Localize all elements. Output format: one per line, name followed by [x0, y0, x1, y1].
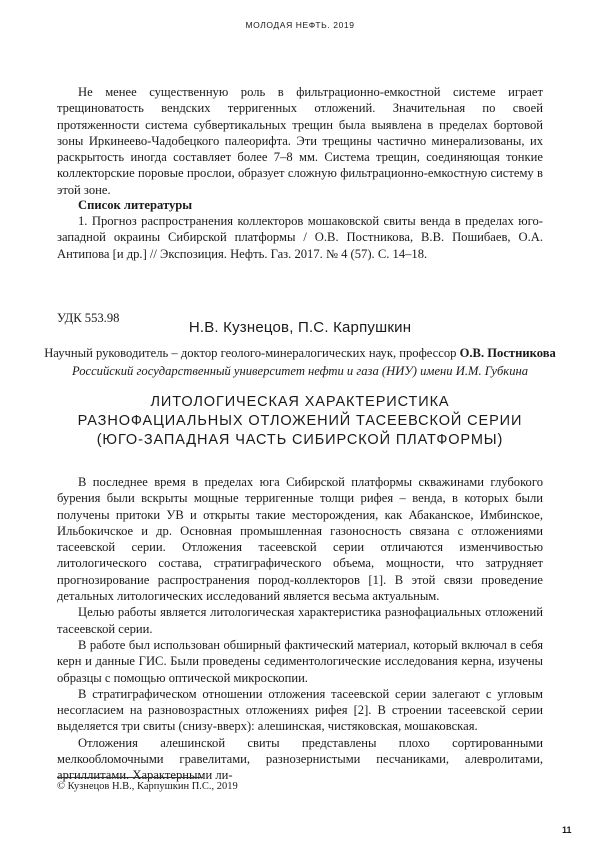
scientific-supervisor	[0, 345, 600, 361]
reference-item	[57, 213, 543, 262]
article-authors: Н.В. Кузнецов, П.С. Карпушкин	[188, 319, 412, 336]
udk-code: УДК 553.98	[57, 311, 120, 325]
body-paragraph-text: В последнее время в пределах юга Сибирской платформы скважинами глубокого бурения были вскрыты мощные терригенные толщи рифея – венда, в которых были получены притоки УВ и открыты такие месторождения, как Абаканское, Имбинское, Ильбокичское и др. Основная промышленная газоносность связана с отложениями тасеевской серии. Отложения тасеевской серии отличаются изменчивостью литологического состава, стратиграфического объема, мощности, что затрудняет прогнозирование распространения пород-коллекторов [1]. В этой связи проведение детальных литологических исследований является весьма актуальным.	[57, 475, 543, 604]
copyright-footnote: © Кузнецов Н.В., Карпушкин П.С., 2019	[57, 781, 238, 792]
body-paragraph-text: Отложения алешинской свиты представлены плохо сортированными мелкообломочными гравелитами, разнозернистыми песчаниками, алевролитами, аргиллитами. Характерными ли-	[57, 735, 543, 783]
article-title-line: ЛИТОЛОГИЧЕСКАЯ ХАРАКТЕРИСТИКА	[150, 394, 450, 410]
body-paragraph	[57, 686, 543, 735]
university-affiliation: Российский государственный университет нефти и газа (НИУ) имени И.М. Губкина	[71, 364, 529, 378]
supervisor-prefix: Научный руководитель – доктор геолого-минералогических наук, профессор	[44, 346, 460, 360]
reference-text: 1. Прогноз распространения коллекторов мошаковской свиты венда в пределах юго-западной окраины Сибирской платформы / О.В. Постникова, В.В. Пошибаев, О.А. Антипова [и др.] // Экспозиция. Нефть. Газ. 2017. № 4 (57). С. 14–18.	[57, 214, 543, 261]
footnote-divider	[57, 777, 203, 778]
article-title	[0, 393, 600, 450]
article-body	[57, 474, 543, 784]
body-paragraph-text: Целью работы является литологическая характеристика разнофациальных отложений тасеевской серии.	[57, 605, 543, 636]
article-title-line: РАЗНОФАЦИАЛЬНЫХ ОТЛОЖЕНИЙ ТАСЕЕВСКОЙ СЕРИИ	[77, 413, 523, 429]
previous-article-paragraph	[57, 84, 543, 198]
running-header: МОЛОДАЯ НЕФТЬ. 2019	[245, 20, 355, 30]
supervisor-name: О.В. Постникова	[459, 346, 556, 360]
body-paragraph	[57, 474, 543, 604]
page-number: 11	[562, 825, 572, 835]
body-paragraph-text: В работе был использован обширный фактический материал, который включал в себя керн и данные ГИС. Были проведены седиментологические исследования керна, изучены образцы с помощью оптической микроскопии.	[57, 637, 543, 685]
body-paragraph-text: В стратиграфическом отношении отложения тасеевской серии залегают с угловым несогласием на разновозрастных отложениях рифея [2]. В строении тасеевской серии выделяется три свиты (снизу-вверх): алешинская, чистяковская, мошаковская.	[57, 686, 543, 734]
previous-article-paragraph-text: Не менее существенную роль в фильтрационно-емкостной системе играет трещиноватость вендских терригенных отложений. Значительная по своей протяженности система субвертикальных трещин была выявлена в пределах бортовой зоны Иркинеево-Чадобецкого палеорифта. Эти трещины частично минерализованы, их раскрытость иногда составляет более 7–8 мм. Система трещин, соединяющая тонкие коллекторские поровые прослои, образует сложную фильтрационно-емкостную систему в этой зоне.	[57, 85, 543, 197]
article-title-line: (ЮГО-ЗАПАДНАЯ ЧАСТЬ СИБИРСКОЙ ПЛАТФОРМЫ)	[96, 432, 504, 448]
body-paragraph	[57, 604, 543, 637]
body-paragraph	[57, 637, 543, 686]
references-heading: Список литературы	[78, 198, 193, 212]
